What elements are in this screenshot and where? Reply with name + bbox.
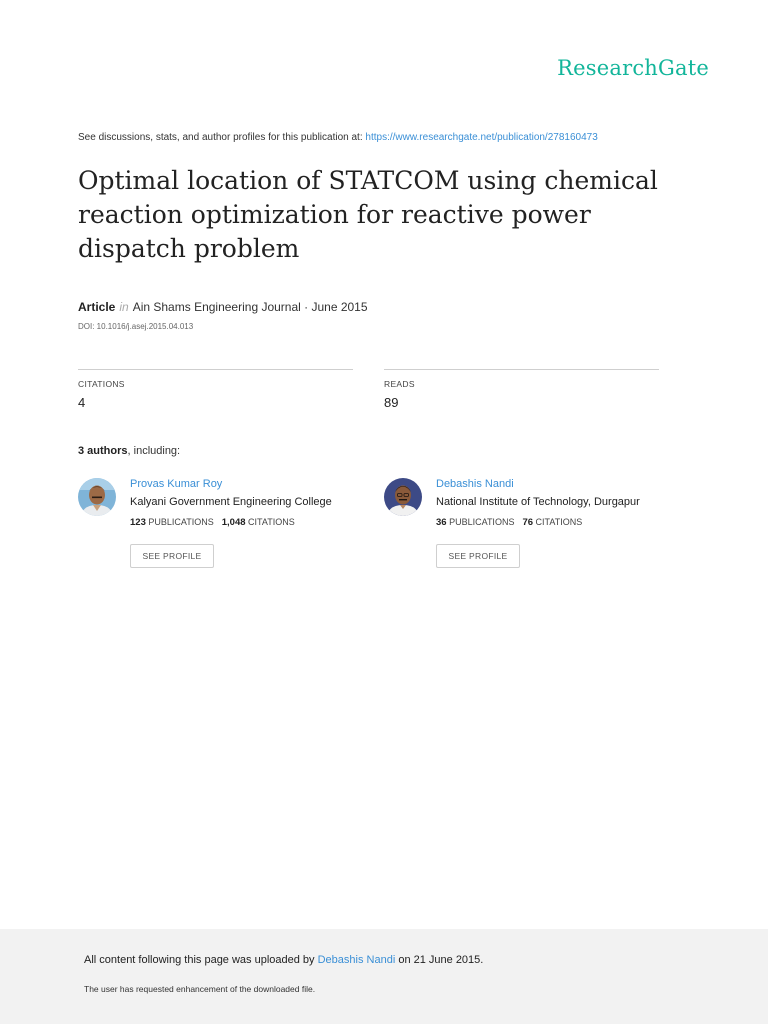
author-citations-count: 1,048 [221,517,246,528]
author-citations-count: 76 [522,517,534,528]
enhancement-note: The user has requested enhancement of the downloaded file. [84,984,316,994]
author-name[interactable]: Debashis Nandi [436,478,514,490]
reads-value: 89 [384,395,399,410]
author-stats [130,517,390,528]
publication-title: Optimal location of STATCOM using chemical reaction optimization for reactive power dispatch problem [78,166,658,263]
publication-link[interactable]: https://www.researchgate.net/publication/278160473 [365,132,598,143]
citations-stat [78,369,353,410]
author-avatar[interactable] [384,478,422,516]
doi: DOI: 10.1016/j.asej.2015.04.013 [78,322,194,331]
author-institution: National Institute of Technology, Durgapur [436,496,640,508]
authors-suffix: , including: [127,445,181,457]
author-card-1 [78,478,378,570]
researchgate-logo[interactable]: ResearchGate [557,56,709,80]
publications-label: PUBLICATIONS [449,517,515,527]
author-name[interactable]: Provas Kumar Roy [130,478,223,490]
journal-name[interactable]: Ain Shams Engineering Journal · June 2015 [132,300,368,314]
publications-count: 36 [436,517,447,528]
in-label: in [119,300,129,314]
author-citations-label: CITATIONS [248,517,295,527]
see-profile-button[interactable]: SEE PROFILE [436,544,520,568]
reads-stat [384,369,659,410]
upload-prefix: All content following this page was uploaded by [84,954,318,966]
publication-meta [78,300,368,314]
author-institution: Kalyani Government Engineering College [130,496,332,508]
publication-type: Article [78,300,116,314]
upload-date: on 21 June 2015. [395,954,484,966]
citations-label: CITATIONS [78,379,125,389]
author-info [436,478,696,528]
author-card-2 [384,478,684,570]
author-avatar[interactable] [78,478,116,516]
citations-value: 4 [78,395,86,410]
authors-heading [78,445,180,457]
authors-count: 3 authors [78,445,128,457]
see-profile-button[interactable]: SEE PROFILE [130,544,214,568]
uploader-link[interactable]: Debashis Nandi [317,954,396,966]
publications-count: 123 [130,517,146,528]
upload-statement [84,954,483,966]
author-info [130,478,390,528]
reads-label: READS [384,379,415,389]
upload-footer [0,929,768,1024]
discussion-line [78,132,598,143]
author-stats [436,517,696,528]
author-citations-label: CITATIONS [535,517,583,527]
discussion-text: See discussions, stats, and author profiles for this publication at: [78,132,366,143]
publications-label: PUBLICATIONS [148,517,214,527]
